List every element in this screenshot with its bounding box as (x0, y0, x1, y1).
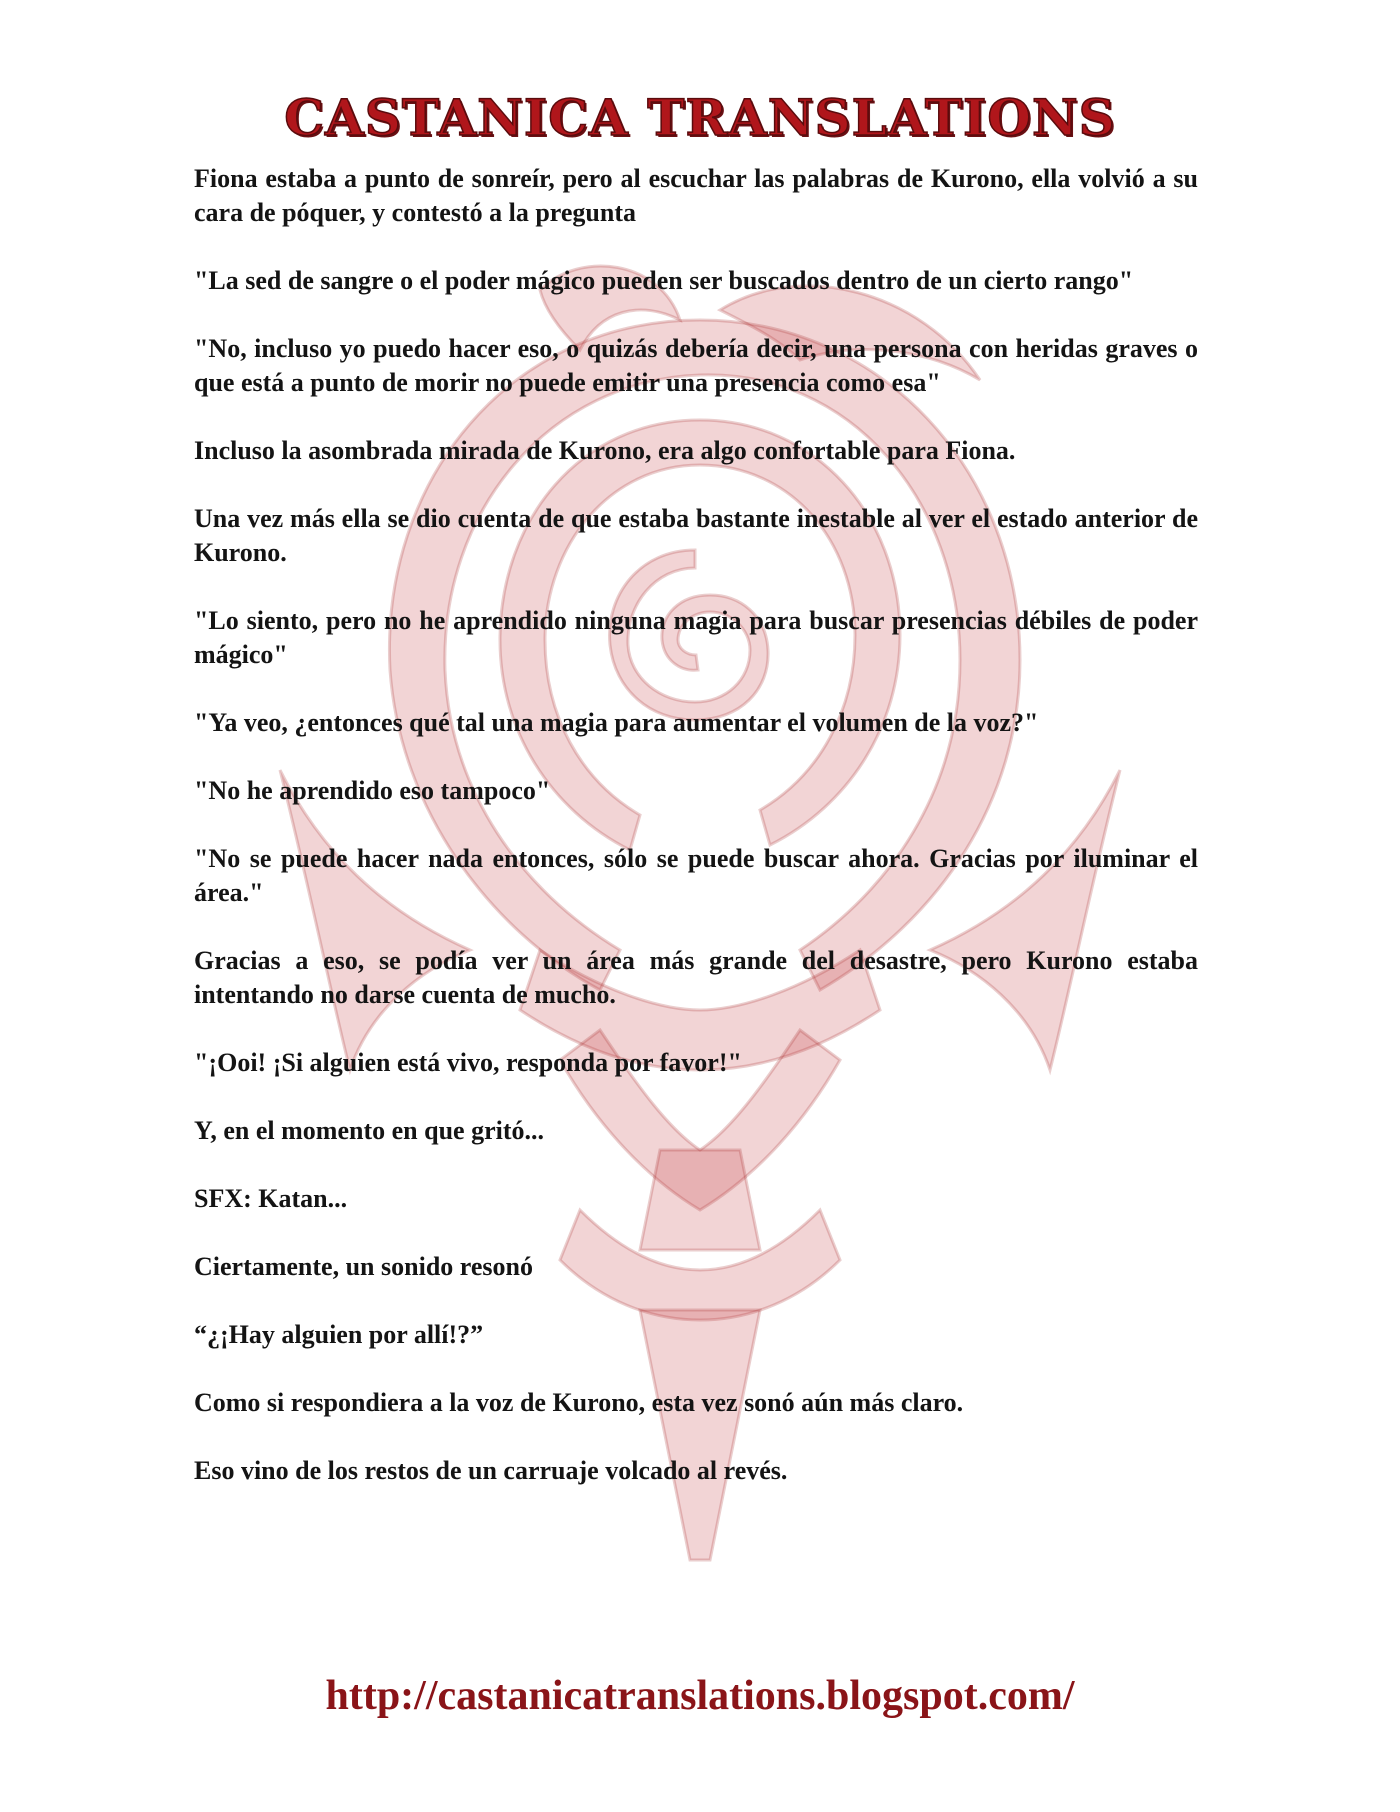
site-header (0, 88, 1400, 147)
paragraph: "Ya veo, ¿entonces qué tal una magia para aumentar el volumen de la voz?" (194, 708, 1039, 737)
chapter-body (194, 162, 1198, 1522)
paragraph: "Lo siento, pero no he aprendido ninguna magia para buscar presencias débiles de poder mágico" (194, 606, 1198, 669)
paragraph: Como si respondiera a la voz de Kurono, esta vez sonó aún más claro. (194, 1388, 964, 1417)
paragraph: Eso vino de los restos de un carruaje volcado al revés. (194, 1456, 788, 1485)
paragraph: "¡Ooi! ¡Si alguien está vivo, responda por favor!" (194, 1048, 742, 1077)
paragraph: SFX: Katan... (194, 1184, 348, 1213)
paragraph: Incluso la asombrada mirada de Kurono, era algo confortable para Fiona. (194, 436, 1016, 465)
blog-url-link[interactable]: http://castanicatranslations.blogspot.com/ (325, 1673, 1075, 1719)
paragraph: "No se puede hacer nada entonces, sólo se puede buscar ahora. Gracias por iluminar el área." (194, 844, 1198, 907)
paragraph: "La sed de sangre o el poder mágico pueden ser buscados dentro de un cierto rango" (194, 266, 1134, 295)
paragraph: "No he aprendido eso tampoco" (194, 776, 551, 805)
paragraph: Una vez más ella se dio cuenta de que estaba bastante inestable al ver el estado anterior de Kurono. (194, 504, 1198, 567)
paragraph: Fiona estaba a punto de sonreír, pero al escuchar las palabras de Kurono, ella volvió a su cara de póquer, y contestó a la pregunta (194, 164, 1198, 227)
site-footer (0, 1672, 1400, 1720)
paragraph: Y, en el momento en que gritó... (194, 1116, 545, 1145)
paragraph: "No, incluso yo puedo hacer eso, o quizás debería decir, una persona con heridas graves o que está a punto de morir no puede emitir una presencia como esa" (194, 334, 1198, 397)
paragraph: Gracias a eso, se podía ver un área más grande del desastre, pero Kurono estaba intentando no darse cuenta de mucho. (194, 946, 1198, 1009)
paragraph: Ciertamente, un sonido resonó (194, 1252, 533, 1281)
site-title: CASTANICA TRANSLATIONS (284, 88, 1116, 147)
paragraph: “¿¡Hay alguien por allí!?” (194, 1320, 484, 1349)
